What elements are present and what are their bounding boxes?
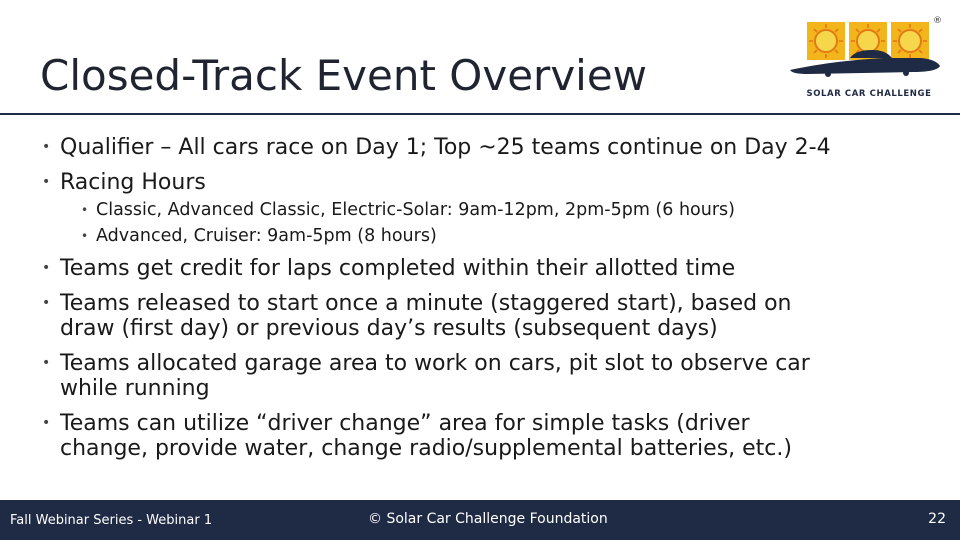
footer-copyright: © Solar Car Challenge Foundation: [368, 511, 608, 527]
registered-mark: ®: [933, 16, 942, 26]
bullet-line: change, provide water, change radio/supplemental batteries, etc.): [60, 436, 792, 461]
bullet-line: while running: [60, 376, 210, 401]
bullet-qualifier: • Qualifier – All cars race on Day 1; Top ~25 teams continue on Day 2-4: [60, 135, 940, 160]
bullet-staggered-start: [60, 291, 940, 341]
bullet-garage: [60, 351, 940, 401]
bullet-line: • Teams released to start once a minute (staggered start), based on: [60, 291, 792, 316]
sub-bullet-hours-six: • Classic, Advanced Classic, Electric-Solar: 9am-12pm, 2pm-5pm (6 hours): [96, 199, 916, 221]
bullet-line: • Teams can utilize “driver change” area for simple tasks (driver: [60, 411, 750, 436]
bullet-lap-credit: • Teams get credit for laps completed within their allotted time: [60, 256, 940, 281]
logo-caption: SOLAR CAR CHALLENGE: [806, 89, 932, 99]
page-number: 22: [928, 511, 946, 527]
slide-footer: [0, 500, 960, 540]
footer-series: Fall Webinar Series - Webinar 1: [10, 513, 213, 528]
sun-icon: [891, 22, 929, 60]
bullet-driver-change: [60, 411, 940, 461]
bullet-line: • Teams allocated garage area to work on cars, pit slot to observe car: [60, 351, 810, 376]
bullet-line: draw (first day) or previous day’s results (subsequent days): [60, 316, 718, 341]
sub-bullet-hours-eight: • Advanced, Cruiser: 9am-5pm (8 hours): [96, 225, 916, 247]
slide-title: Closed-Track Event Overview: [40, 51, 648, 100]
bullet-racing-hours: • Racing Hours: [60, 170, 940, 195]
title-divider: [0, 113, 960, 115]
sun-icon: [807, 22, 845, 60]
